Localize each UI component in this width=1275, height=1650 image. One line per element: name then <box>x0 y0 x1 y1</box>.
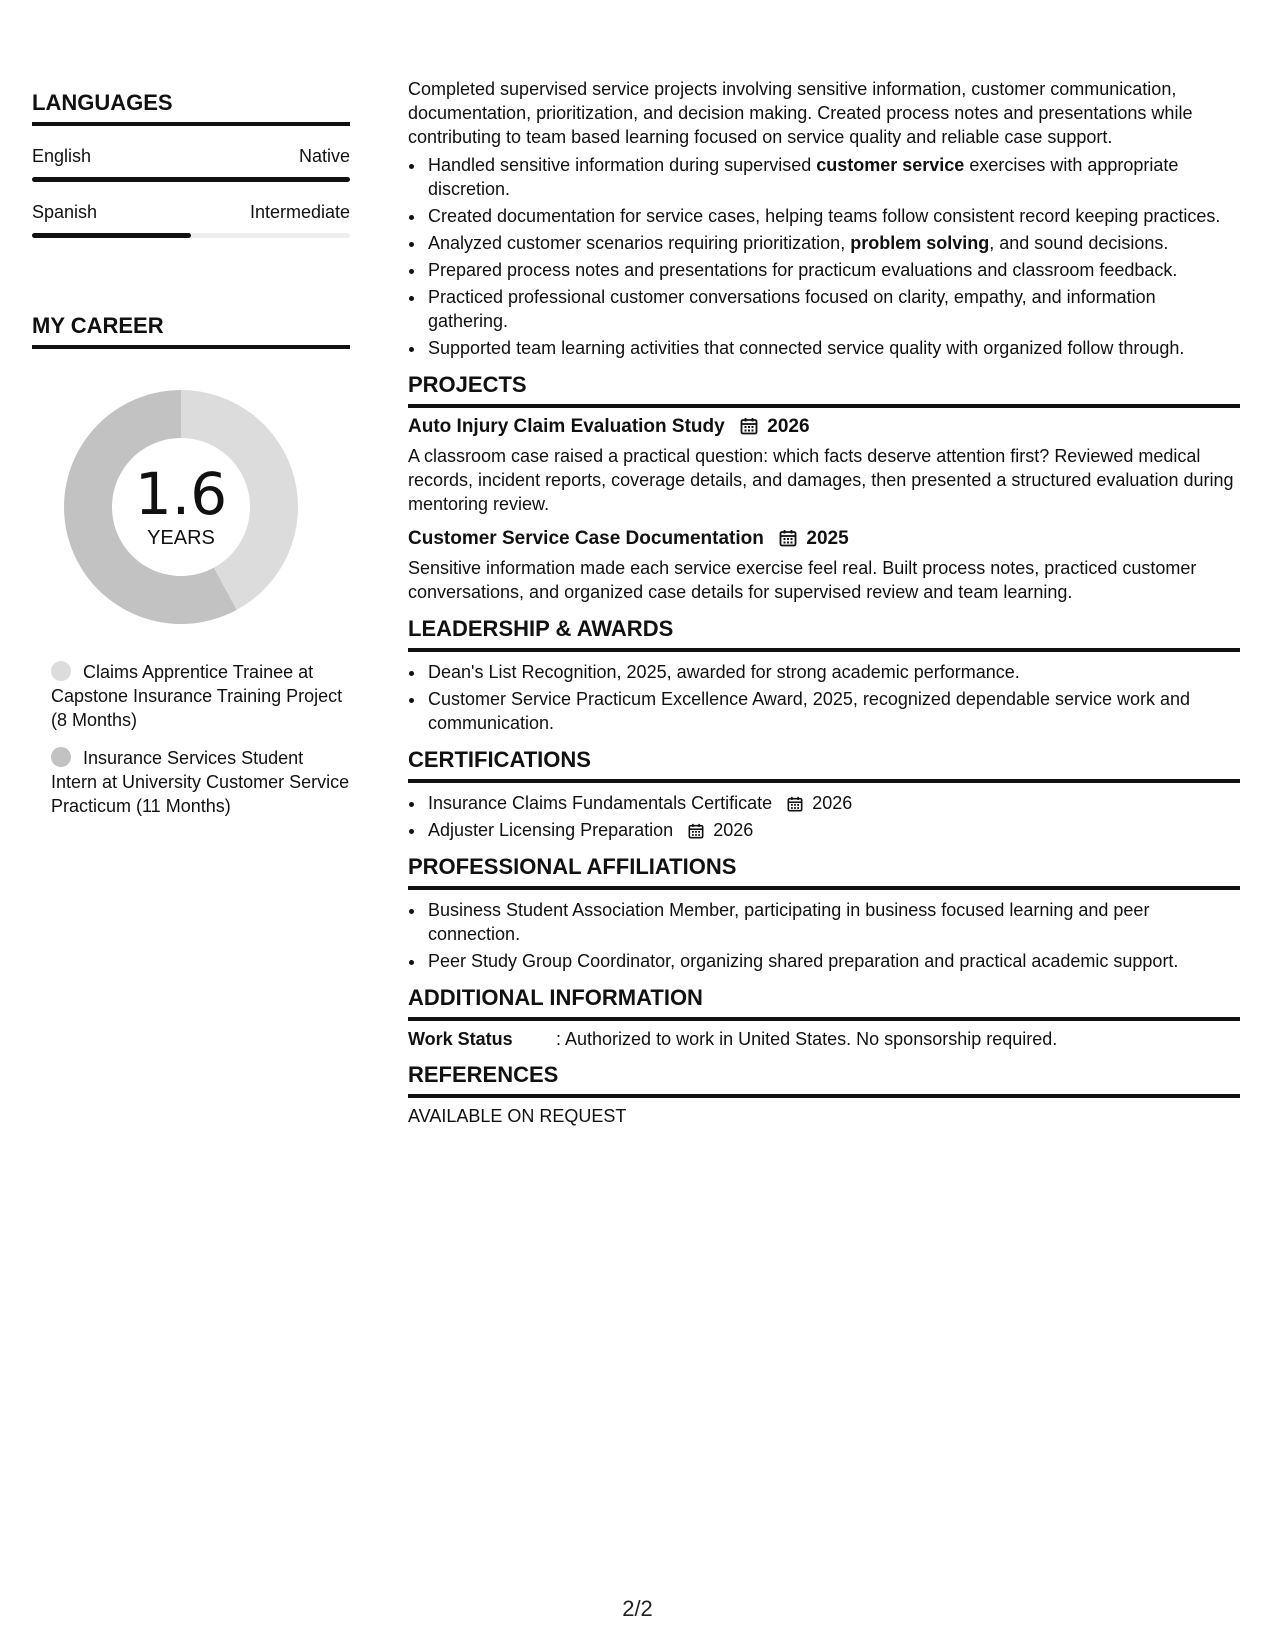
bullet-text: Handled sensitive information during supervised <box>428 155 817 175</box>
experience-bullets <box>408 153 1240 360</box>
affiliation-item: • Peer Study Group Coordinator, organizing shared preparation and practical academic support. <box>426 949 1240 973</box>
work-status-label: Work Status <box>408 1029 513 1049</box>
career-donut-chart <box>56 382 306 632</box>
language-name: Spanish <box>32 202 98 222</box>
language-proficiency-bar <box>32 233 350 238</box>
language-level: Intermediate <box>249 202 350 222</box>
projects-section <box>408 372 1240 604</box>
language-proficiency-fill <box>32 233 191 238</box>
career-item <box>51 660 351 732</box>
project-title: Auto Injury Claim Evaluation Study <box>408 416 725 437</box>
bullet-text: , and sound decisions. <box>989 233 1169 253</box>
experience-bullet <box>426 204 1240 228</box>
bullet-keyword: customer service <box>816 155 965 175</box>
leadership-heading: LEADERSHIP & AWARDS <box>408 616 1240 652</box>
leadership-section <box>408 616 1240 735</box>
leadership-item: • Customer Service Practicum Excellence Award, 2025, recognized dependable service work and communication. <box>426 687 1240 735</box>
affiliations-section <box>408 854 1240 973</box>
additional-section <box>408 985 1240 1050</box>
certifications-heading: CERTIFICATIONS <box>408 747 1240 783</box>
project-item <box>408 416 1240 516</box>
experience-bullet <box>426 153 1240 201</box>
career-legend-dot <box>51 747 71 767</box>
experience-bullet <box>426 336 1240 360</box>
bullet-keyword: problem solving <box>850 233 990 253</box>
bullet-text: Supported team learning activities that connected service quality with organized follow through. <box>428 338 1185 358</box>
bullet-text: Prepared process notes and presentations for practicum evaluations and classroom feedback. <box>428 260 1178 280</box>
language-name: English <box>32 146 92 166</box>
bullet-text: Practiced professional customer conversations focused on clarity, empathy, and information gathering. <box>428 287 1156 331</box>
calendar-icon <box>779 529 797 547</box>
language-level: Native <box>298 146 350 166</box>
project-description: A classroom case raised a practical question: which facts deserve attention first? Reviewed medical records, incident reports, coverage details, and damages, then presented a structured evaluation during mentoring review. <box>408 446 1234 514</box>
certification-year: 2026 <box>713 820 754 840</box>
references-heading: REFERENCES <box>408 1062 1240 1098</box>
career-total-value: 1.6 <box>134 460 228 528</box>
career-item-label: Claims Apprentice Trainee at Capstone Insurance Training Project (8 Months) <box>51 662 343 730</box>
certifications-section <box>408 747 1240 842</box>
experience-bullet <box>426 231 1240 255</box>
leadership-item: • Dean's List Recognition, 2025, awarded for strong academic performance. <box>426 660 1240 684</box>
language-item <box>32 202 350 238</box>
language-proficiency-bar <box>32 177 350 182</box>
bullet-text: exercises with appropriate discretion. <box>428 155 1179 199</box>
affiliation-item: • Business Student Association Member, participating in business focused learning and peer connection. <box>426 898 1240 946</box>
career-item-label: Insurance Services Student Intern at University Customer Service Practicum (11 Months) <box>51 748 350 816</box>
certification-item <box>426 818 1240 842</box>
affiliations-heading: PROFESSIONAL AFFILIATIONS <box>408 854 1240 890</box>
certifications-list <box>408 791 1240 842</box>
bullet-text: Analyzed customer scenarios requiring prioritization, <box>428 233 851 253</box>
experience-bullet <box>426 258 1240 282</box>
project-title: Customer Service Case Documentation <box>408 528 764 549</box>
languages-heading: LANGUAGES <box>32 90 350 126</box>
work-status-value: : Authorized to work in United States. No sponsorship required. <box>556 1029 1058 1049</box>
language-item <box>32 146 350 182</box>
page-number: 2/2 <box>622 1596 653 1621</box>
affiliations-list <box>408 898 1240 973</box>
experience-summary: Completed supervised service projects involving sensitive information, customer communication, documentation, prioritization, and decision making. Created process notes and presentations while contributing to team based learning focused on service quality and reliable case support. <box>408 79 1193 147</box>
career-total-unit: YEARS <box>147 527 215 549</box>
certification-name: Insurance Claims Fundamentals Certificate <box>428 793 773 813</box>
language-proficiency-fill <box>32 177 350 182</box>
project-item <box>408 528 1240 604</box>
work-status-row <box>408 1029 1240 1050</box>
sidebar <box>32 90 350 818</box>
main-content <box>408 77 1240 1127</box>
project-description: Sensitive information made each service exercise feel real. Built process notes, practiced customer conversations, and organized case details for supervised review and team learning. <box>408 558 1197 602</box>
references-text: AVAILABLE ON REQUEST <box>408 1106 627 1126</box>
certification-name: Adjuster Licensing Preparation <box>428 820 674 840</box>
career-item <box>51 746 351 818</box>
career-legend-dot <box>51 661 71 681</box>
calendar-icon <box>787 796 803 812</box>
project-year: 2025 <box>806 528 849 549</box>
career-heading: MY CAREER <box>32 313 350 349</box>
leadership-list <box>408 660 1240 735</box>
projects-heading: PROJECTS <box>408 372 1240 408</box>
certification-item <box>426 791 1240 815</box>
references-section <box>408 1062 1240 1127</box>
bullet-text: Created documentation for service cases, helping teams follow consistent record keeping practices. <box>428 206 1221 226</box>
experience-bullet <box>426 285 1240 333</box>
calendar-icon <box>688 823 704 839</box>
calendar-icon <box>740 417 758 435</box>
project-year: 2026 <box>767 416 810 437</box>
additional-heading: ADDITIONAL INFORMATION <box>408 985 1240 1021</box>
certification-year: 2026 <box>812 793 853 813</box>
